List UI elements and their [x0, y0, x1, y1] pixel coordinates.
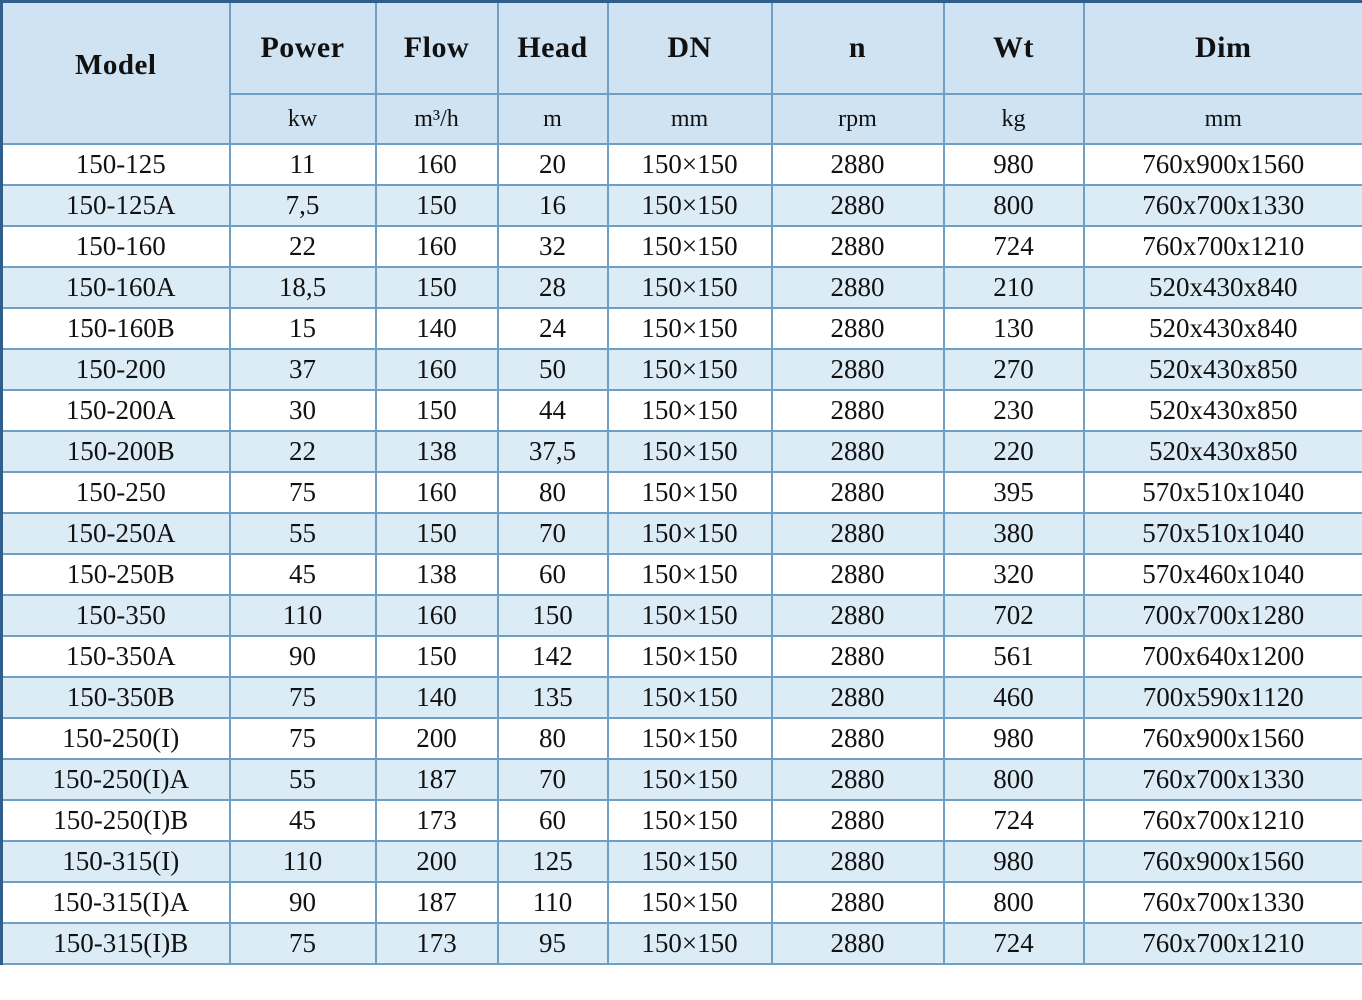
cell-value: 150×150: [608, 923, 772, 964]
table-header: [2, 2, 1362, 145]
cell-value: 135: [498, 677, 608, 718]
cell-value: 150×150: [608, 431, 772, 472]
cell-model: 150-160A: [2, 267, 230, 308]
cell-value: 2880: [772, 185, 944, 226]
table-row: [2, 144, 1362, 185]
cell-value: 210: [944, 267, 1084, 308]
cell-model: 150-315(I)B: [2, 923, 230, 964]
cell-value: 70: [498, 513, 608, 554]
column-header-flow: Flow: [376, 2, 498, 95]
cell-value: 150: [376, 636, 498, 677]
cell-value: 700x590x1120: [1084, 677, 1362, 718]
cell-model: 150-350B: [2, 677, 230, 718]
cell-value: 561: [944, 636, 1084, 677]
cell-value: 45: [230, 800, 376, 841]
cell-value: 80: [498, 472, 608, 513]
cell-value: 800: [944, 185, 1084, 226]
cell-value: 110: [230, 595, 376, 636]
cell-value: 2880: [772, 226, 944, 267]
cell-value: 37: [230, 349, 376, 390]
cell-value: 520x430x850: [1084, 349, 1362, 390]
cell-value: 150: [376, 185, 498, 226]
column-header-power: Power: [230, 2, 376, 95]
cell-model: 150-200B: [2, 431, 230, 472]
cell-value: 11: [230, 144, 376, 185]
cell-value: 520x430x850: [1084, 431, 1362, 472]
cell-value: 138: [376, 554, 498, 595]
cell-value: 702: [944, 595, 1084, 636]
cell-value: 724: [944, 226, 1084, 267]
cell-value: 90: [230, 636, 376, 677]
cell-model: 150-160B: [2, 308, 230, 349]
cell-value: 800: [944, 759, 1084, 800]
cell-model: 150-315(I)A: [2, 882, 230, 923]
cell-value: 160: [376, 595, 498, 636]
cell-model: 150-200: [2, 349, 230, 390]
cell-value: 760x700x1330: [1084, 882, 1362, 923]
cell-value: 150×150: [608, 472, 772, 513]
cell-value: 2880: [772, 513, 944, 554]
cell-value: 760x900x1560: [1084, 841, 1362, 882]
cell-value: 150×150: [608, 226, 772, 267]
table-row: [2, 841, 1362, 882]
cell-value: 2880: [772, 267, 944, 308]
cell-value: 320: [944, 554, 1084, 595]
cell-value: 150×150: [608, 308, 772, 349]
cell-value: 2880: [772, 923, 944, 964]
cell-value: 2880: [772, 718, 944, 759]
cell-value: 700x640x1200: [1084, 636, 1362, 677]
cell-value: 2880: [772, 390, 944, 431]
cell-value: 700x700x1280: [1084, 595, 1362, 636]
cell-model: 150-125: [2, 144, 230, 185]
cell-value: 2880: [772, 800, 944, 841]
cell-model: 150-250(I)B: [2, 800, 230, 841]
cell-value: 95: [498, 923, 608, 964]
cell-value: 150×150: [608, 349, 772, 390]
table-row: [2, 595, 1362, 636]
cell-value: 760x700x1210: [1084, 923, 1362, 964]
cell-value: 2880: [772, 431, 944, 472]
cell-model: 150-350: [2, 595, 230, 636]
cell-value: 150×150: [608, 267, 772, 308]
cell-value: 80: [498, 718, 608, 759]
cell-value: 60: [498, 800, 608, 841]
cell-model: 150-250B: [2, 554, 230, 595]
table-row: [2, 308, 1362, 349]
cell-value: 980: [944, 841, 1084, 882]
column-unit-wt: kg: [944, 94, 1084, 144]
cell-value: 520x430x840: [1084, 308, 1362, 349]
cell-value: 2880: [772, 308, 944, 349]
table-row: [2, 185, 1362, 226]
cell-value: 760x700x1210: [1084, 800, 1362, 841]
cell-value: 187: [376, 882, 498, 923]
cell-value: 2880: [772, 349, 944, 390]
column-unit-dn: mm: [608, 94, 772, 144]
cell-value: 75: [230, 718, 376, 759]
cell-value: 760x900x1560: [1084, 718, 1362, 759]
column-header-dn: DN: [608, 2, 772, 95]
cell-value: 75: [230, 472, 376, 513]
cell-value: 138: [376, 431, 498, 472]
cell-value: 70: [498, 759, 608, 800]
cell-value: 15: [230, 308, 376, 349]
table-row: [2, 759, 1362, 800]
cell-value: 724: [944, 800, 1084, 841]
cell-value: 760x700x1330: [1084, 185, 1362, 226]
cell-value: 22: [230, 431, 376, 472]
cell-value: 760x700x1210: [1084, 226, 1362, 267]
cell-value: 2880: [772, 472, 944, 513]
cell-value: 150×150: [608, 513, 772, 554]
cell-value: 160: [376, 226, 498, 267]
cell-value: 130: [944, 308, 1084, 349]
cell-value: 2880: [772, 882, 944, 923]
column-header-n: n: [772, 2, 944, 95]
cell-value: 18,5: [230, 267, 376, 308]
cell-value: 150×150: [608, 144, 772, 185]
cell-value: 150: [498, 595, 608, 636]
table-row: [2, 431, 1362, 472]
cell-model: 150-250(I)A: [2, 759, 230, 800]
column-unit-power: kw: [230, 94, 376, 144]
column-header-wt: Wt: [944, 2, 1084, 95]
cell-value: 150×150: [608, 390, 772, 431]
cell-value: 270: [944, 349, 1084, 390]
cell-value: 520x430x850: [1084, 390, 1362, 431]
cell-value: 150×150: [608, 841, 772, 882]
cell-value: 75: [230, 677, 376, 718]
table-row: [2, 554, 1362, 595]
cell-value: 50: [498, 349, 608, 390]
column-unit-dim: mm: [1084, 94, 1362, 144]
cell-model: 150-250A: [2, 513, 230, 554]
cell-value: 110: [498, 882, 608, 923]
cell-value: 28: [498, 267, 608, 308]
cell-model: 150-350A: [2, 636, 230, 677]
cell-value: 380: [944, 513, 1084, 554]
cell-value: 150×150: [608, 882, 772, 923]
column-unit-flow: m³/h: [376, 94, 498, 144]
cell-value: 980: [944, 718, 1084, 759]
cell-value: 724: [944, 923, 1084, 964]
table-body: [2, 144, 1362, 964]
table-row: [2, 513, 1362, 554]
cell-value: 187: [376, 759, 498, 800]
cell-value: 150×150: [608, 718, 772, 759]
cell-value: 150: [376, 390, 498, 431]
column-unit-n: rpm: [772, 94, 944, 144]
cell-value: 2880: [772, 144, 944, 185]
table-row: [2, 800, 1362, 841]
table-row: [2, 636, 1362, 677]
cell-value: 200: [376, 841, 498, 882]
cell-value: 173: [376, 800, 498, 841]
table-row: [2, 882, 1362, 923]
cell-value: 7,5: [230, 185, 376, 226]
cell-model: 150-250: [2, 472, 230, 513]
cell-value: 16: [498, 185, 608, 226]
cell-value: 2880: [772, 841, 944, 882]
cell-value: 160: [376, 349, 498, 390]
cell-value: 800: [944, 882, 1084, 923]
cell-value: 60: [498, 554, 608, 595]
cell-value: 44: [498, 390, 608, 431]
cell-value: 55: [230, 759, 376, 800]
cell-value: 2880: [772, 595, 944, 636]
cell-value: 2880: [772, 554, 944, 595]
cell-value: 150×150: [608, 595, 772, 636]
cell-value: 520x430x840: [1084, 267, 1362, 308]
cell-value: 55: [230, 513, 376, 554]
cell-model: 150-125A: [2, 185, 230, 226]
cell-value: 90: [230, 882, 376, 923]
cell-value: 760x900x1560: [1084, 144, 1362, 185]
cell-value: 20: [498, 144, 608, 185]
cell-value: 45: [230, 554, 376, 595]
column-header-head: Head: [498, 2, 608, 95]
column-unit-head: m: [498, 94, 608, 144]
table-row: [2, 923, 1362, 964]
cell-value: 150: [376, 513, 498, 554]
cell-value: 140: [376, 677, 498, 718]
cell-value: 125: [498, 841, 608, 882]
cell-value: 173: [376, 923, 498, 964]
cell-value: 150×150: [608, 554, 772, 595]
cell-value: 140: [376, 308, 498, 349]
table-row: [2, 718, 1362, 759]
cell-value: 460: [944, 677, 1084, 718]
cell-value: 150: [376, 267, 498, 308]
cell-value: 570x460x1040: [1084, 554, 1362, 595]
table-row: [2, 390, 1362, 431]
cell-value: 2880: [772, 677, 944, 718]
cell-value: 75: [230, 923, 376, 964]
cell-value: 980: [944, 144, 1084, 185]
table-row: [2, 267, 1362, 308]
cell-value: 570x510x1040: [1084, 472, 1362, 513]
cell-value: 2880: [772, 636, 944, 677]
cell-value: 230: [944, 390, 1084, 431]
cell-value: 22: [230, 226, 376, 267]
cell-value: 24: [498, 308, 608, 349]
cell-value: 30: [230, 390, 376, 431]
cell-value: 200: [376, 718, 498, 759]
cell-value: 142: [498, 636, 608, 677]
cell-model: 150-200A: [2, 390, 230, 431]
cell-model: 150-250(I): [2, 718, 230, 759]
cell-value: 150×150: [608, 759, 772, 800]
cell-value: 395: [944, 472, 1084, 513]
cell-value: 110: [230, 841, 376, 882]
header-row-main: [2, 2, 1362, 95]
cell-value: 760x700x1330: [1084, 759, 1362, 800]
cell-value: 37,5: [498, 431, 608, 472]
cell-value: 220: [944, 431, 1084, 472]
table-row: [2, 472, 1362, 513]
cell-value: 150×150: [608, 677, 772, 718]
cell-model: 150-315(I): [2, 841, 230, 882]
column-header-model: Model: [2, 2, 230, 145]
table-row: [2, 226, 1362, 267]
table-row: [2, 677, 1362, 718]
cell-value: 570x510x1040: [1084, 513, 1362, 554]
column-header-dim: Dim: [1084, 2, 1362, 95]
cell-value: 160: [376, 472, 498, 513]
cell-model: 150-160: [2, 226, 230, 267]
cell-value: 150×150: [608, 800, 772, 841]
cell-value: 150×150: [608, 636, 772, 677]
cell-value: 150×150: [608, 185, 772, 226]
cell-value: 32: [498, 226, 608, 267]
cell-value: 160: [376, 144, 498, 185]
table-row: [2, 349, 1362, 390]
cell-value: 2880: [772, 759, 944, 800]
